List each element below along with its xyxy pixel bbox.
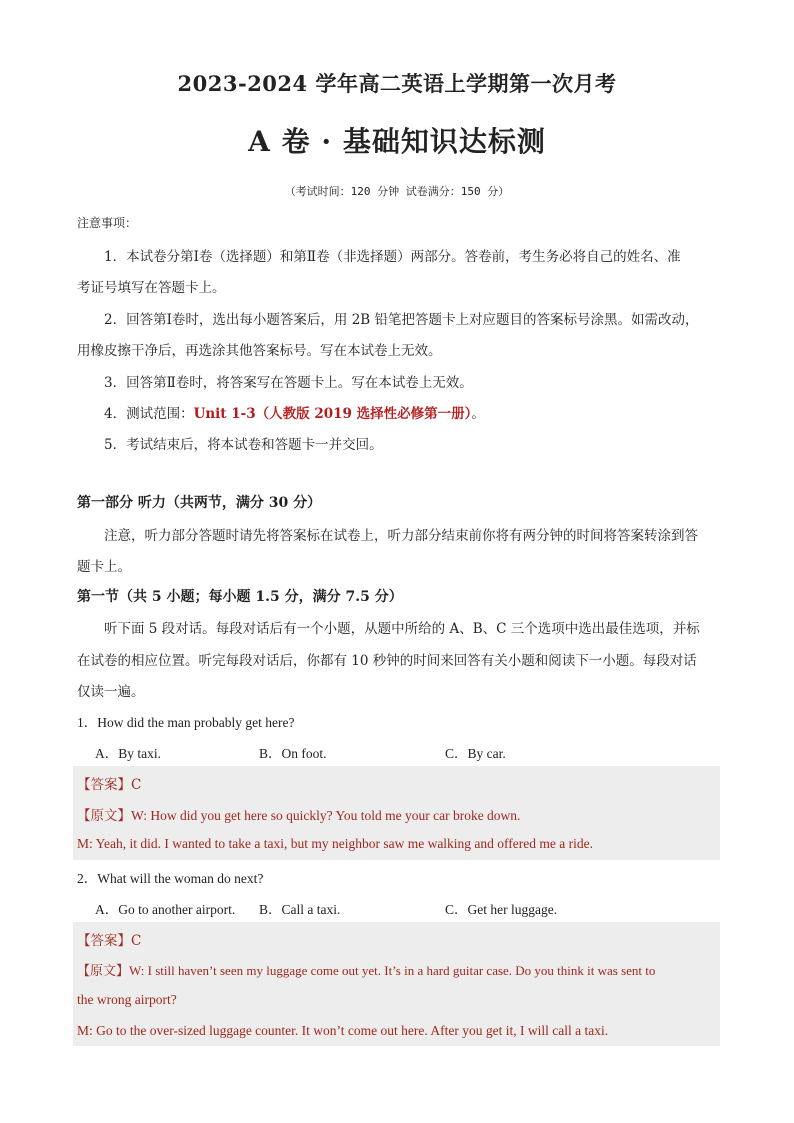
note-item-4-suffix: 。: [471, 406, 485, 422]
notes-label: 注意事项：: [77, 216, 138, 230]
transcript-label: 【原文】: [77, 808, 131, 823]
note-item-4-prefix: 4．测试范围：: [104, 406, 194, 422]
question-2-option-a: A．Go to another airport.: [95, 902, 236, 917]
exam-title: 2023-2024 学年高二英语上学期第一次月考: [177, 71, 617, 96]
note-item-2-line2: 用橡皮擦干净后，再选涂其他答案标号。写在本试卷上无效。: [77, 343, 442, 359]
section1-instructions-line2: 在试卷的相应位置。听完每段对话后，你都有 10 秒钟的时间来回答有关小题和阅读下一小题。每段对话: [77, 653, 697, 669]
question-1-transcript-line2: M: Yeah, it did. I wanted to take a taxi, but my neighbor saw me walking and offered me a ride.: [77, 836, 593, 851]
exam-subtitle: A 卷 · 基础知识达标测: [248, 125, 546, 158]
question-1-option-c: C．By car.: [445, 746, 506, 761]
question-1-transcript-line1: [77, 804, 520, 824]
note-item-1-line2: 考证号填写在答题卡上。: [77, 280, 226, 296]
note-item-1-line1: 1．本试卷分第Ⅰ卷（选择题）和第Ⅱ卷（非选择题）两部分。答卷前，考生务必将自己的姓名、准: [104, 249, 681, 265]
question-2-option-c: C．Get her luggage.: [445, 902, 558, 917]
part1-intro-line2: 题卡上。: [77, 559, 131, 575]
exam-info: （考试时间：120 分钟 试卷满分：150 分）: [284, 185, 510, 198]
question-2-answer: 【答案】C: [77, 933, 142, 949]
part1-intro-line1: 注意，听力部分答题时请先将答案标在试卷上，听力部分结束前你将有两分钟的时间将答案转涂到答: [104, 528, 698, 544]
part1-heading: 第一部分 听力（共两节，满分 30 分）: [77, 495, 322, 511]
section1-heading: 第一节（共 5 小题；每小题 1.5 分，满分 7.5 分）: [77, 589, 403, 605]
note-item-5: 5．考试结束后，将本试卷和答题卡一并交回。: [104, 437, 383, 453]
question-1-option-b: B．On foot.: [259, 746, 327, 761]
note-item-4: [104, 402, 485, 422]
question-2-transcript-line3: M: Go to the over-sized luggage counter. It won’t come out here. After you get it, I will call a taxi.: [77, 1023, 609, 1038]
question-2-option-b: B．Call a taxi.: [259, 902, 341, 917]
question-2-stem: 2．What will the woman do next?: [77, 871, 264, 886]
question-1-option-a: A．By taxi.: [95, 746, 161, 761]
section1-instructions-line1: 听下面 5 段对话。每段对话后有一个小题，从题中所给的 A、B、C 三个选项中选出最佳选项，并标: [104, 621, 700, 637]
note-item-3: 3．回答第Ⅱ卷时，将答案写在答题卡上。写在本试卷上无效。: [104, 375, 473, 391]
question-1-stem: 1．How did the man probably get here?: [77, 715, 295, 730]
transcript-text: W: How did you get here so quickly? You told me your car broke down.: [131, 808, 521, 823]
section1-instructions-line3: 仅读一遍。: [77, 684, 145, 700]
test-scope: Unit 1-3（人教版 2019 选择性必修第一册）: [193, 406, 472, 422]
transcript-label: 【原文】: [77, 963, 130, 978]
question-2-transcript-line2: the wrong airport?: [77, 992, 177, 1007]
note-item-2-line1: 2．回答第Ⅰ卷时，选出每小题答案后，用 2B 铅笔把答题卡上对应题目的答案标号涂黑。如需改动，: [104, 312, 699, 328]
question-1-answer: 【答案】C: [77, 777, 142, 793]
question-2-transcript-line1: [77, 960, 655, 979]
transcript-text: W: I still haven’t seen my luggage come out yet. It’s in a hard guitar case. Do you think it was sent to: [129, 963, 656, 978]
